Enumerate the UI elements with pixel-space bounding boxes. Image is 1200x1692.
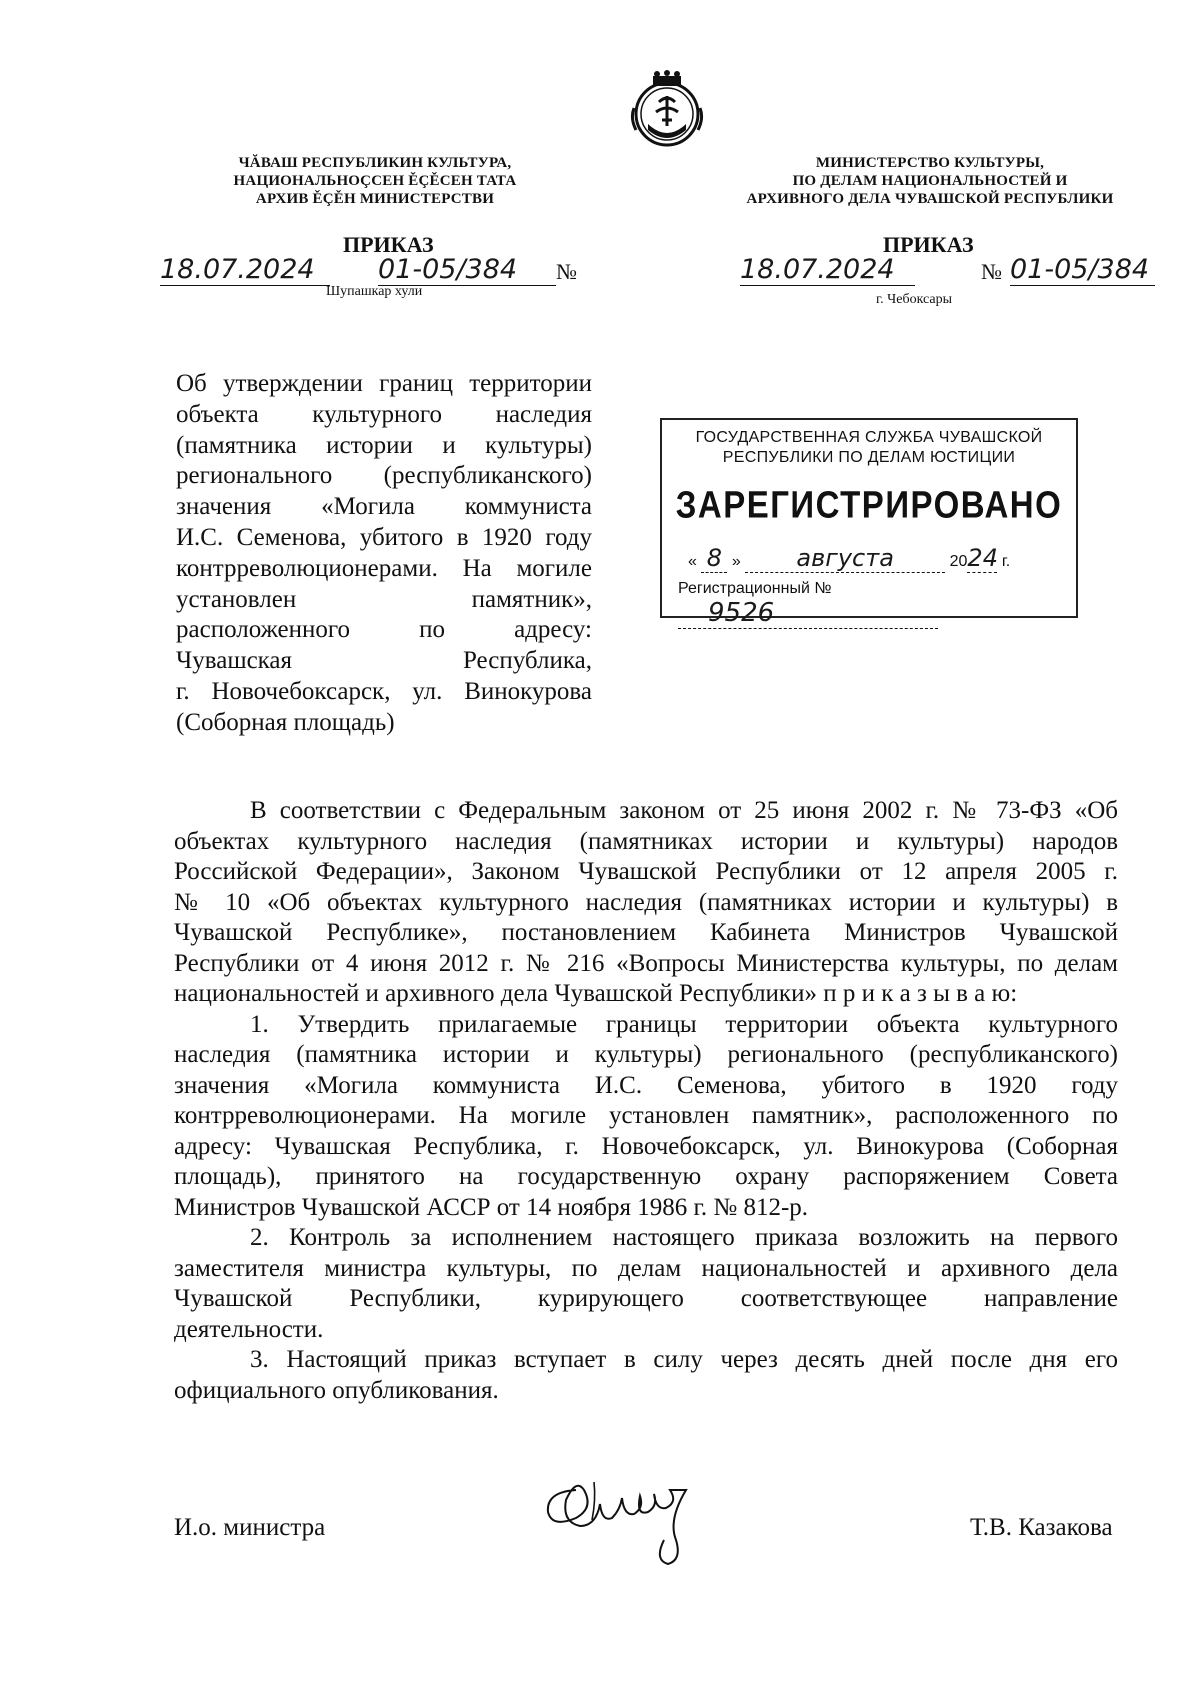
stamp-date: [688, 544, 1068, 573]
registration-stamp: [660, 418, 1078, 628]
org-name-chuvash: [180, 154, 570, 208]
body-line: значения «Могила коммуниста И.С. Семенова, убитого в 1920 году: [174, 1071, 1118, 1099]
org-line: МИНИСТЕРСТВО КУЛЬТУРЫ,: [815, 155, 1045, 171]
stamp-quote: «: [688, 553, 697, 570]
org-line: ПО ДЕЛАМ НАЦИОНАЛЬНОСТЕЙ И: [792, 173, 1068, 189]
number-sign-left: №: [556, 259, 577, 284]
stamp-day: 8: [701, 544, 727, 573]
number-sign-right: №: [981, 259, 1002, 284]
subject-line: регионального (республиканского): [176, 462, 592, 490]
handwritten-signature-icon: [536, 1460, 716, 1570]
body-line: Республики от 4 июня 2012 г. № 216 «Вопросы Министерства культуры, по делам: [174, 949, 1118, 977]
order-subject: [176, 369, 592, 739]
body-line: адресу: Чувашская Республика, г. Новочебоксарск, ул. Винокурова (Соборная: [174, 1132, 1118, 1160]
stamp-year-prefix: 20: [949, 553, 968, 570]
body-line: 2. Контроль за исполнением настоящего приказа возложить на первого: [250, 1224, 1118, 1251]
org-line: НАЦИОНАЛЬНОÇСЕН ĚÇĚСЕН ТАТА: [233, 173, 517, 189]
body-line: Чувашской Республике», постановлением Кабинета Министров Чувашской: [174, 919, 1118, 946]
chuvash-emblem-icon: [626, 68, 708, 150]
stamp-year-g: г.: [1001, 553, 1011, 570]
order-date-left: 18.07.2024: [160, 254, 330, 286]
subject-line: значения «Могила коммуниста: [176, 493, 592, 521]
order-date-right: 18.07.2024: [740, 254, 915, 286]
body-line: Министров Чувашской АССР от 14 ноября 1986 г. № 812-р.: [174, 1193, 809, 1221]
body-line: 1. Утвердить прилагаемые границы территории объекта культурного: [250, 1010, 1118, 1038]
subject-line: установлен памятник»,: [176, 585, 592, 613]
order-title-right: ПРИКАЗ: [883, 232, 974, 257]
body-line: контрреволюционерами. На могиле установлен памятник», расположенного по: [174, 1102, 1118, 1129]
org-line: АРХИВНОГО ДЕЛА ЧУВАШСКОЙ РЕСПУБЛИКИ: [746, 191, 1114, 207]
stamp-line: ГОСУДАРСТВЕННАЯ СЛУЖБА ЧУВАШСКОЙ: [695, 429, 1043, 446]
body-line: официального опубликования.: [174, 1376, 499, 1404]
stamp-quote: »: [731, 553, 741, 570]
subject-line: объекта культурного наследия: [176, 400, 592, 428]
stamp-reg-label: Регистрационный №: [678, 580, 832, 597]
body-line: площадь), принятого на государственную охрану распоряжением Совета: [174, 1163, 1118, 1190]
org-name-russian: [720, 154, 1140, 208]
stamp-reg-value: 9526: [678, 598, 938, 629]
subject-line: (Соборная площадь): [176, 708, 395, 736]
subject-line: Чувашская Республика,: [176, 647, 592, 675]
org-line: ЧĂВАШ РЕСПУБЛИКИН КУЛЬТУРА,: [238, 155, 512, 171]
org-line: АРХИВ ĚÇĚН МИНИСТЕРСТВИ: [255, 191, 495, 207]
stamp-line: РЕСПУБЛИКИ ПО ДЕЛАМ ЮСТИЦИИ: [722, 449, 1016, 466]
body-line: заместителя министра культуры, по делам национальностей и архивного дела: [174, 1254, 1118, 1282]
subject-line: (памятника истории и культуры): [176, 431, 592, 459]
body-line: 3. Настоящий приказ вступает в силу через десять дней после дня его: [250, 1346, 1118, 1373]
city-chuvash: Шупашкар хули: [326, 284, 423, 299]
subject-line: расположенного по адресу:: [176, 616, 592, 644]
subject-line: И.С. Семенова, убитого в 1920 году: [176, 523, 592, 551]
body-line: Чувашской Республики, курирующего соответствующее направление: [174, 1285, 1118, 1312]
subject-line: контрреволюционерами. На могиле: [176, 554, 592, 582]
stamp-year-suffix: 24: [967, 544, 998, 572]
order-number-left: 01-05/384: [378, 254, 556, 286]
subject-line: г. Новочебоксарск, ул. Винокурова: [176, 677, 592, 705]
stamp-registered: ЗАРЕГИСТРИРОВАНО: [675, 483, 1063, 526]
order-number-right: 01-05/384: [1010, 254, 1155, 286]
signatory-name: Т.В. Казакова: [970, 1514, 1113, 1541]
signatory-position: И.о. министра: [174, 1514, 326, 1541]
body-line: наследия (памятника истории и культуры) регионального (республиканского): [174, 1041, 1118, 1068]
order-title-left: ПРИКАЗ: [343, 232, 434, 257]
body-line: деятельности.: [174, 1315, 324, 1343]
body-line: национальностей и архивного дела Чувашской Республики» п р и к а з ы в а ю:: [174, 980, 1018, 1007]
subject-line: Об утверждении границ территории: [176, 370, 592, 397]
stamp-reg-number: [678, 580, 1068, 629]
body-line: № 10 «Об объектах культурного наследия (памятниках истории и культуры) в: [174, 888, 1118, 916]
stamp-month: августа: [745, 544, 945, 573]
body-line: объектах культурного наследия (памятниках истории и культуры) народов: [174, 827, 1118, 855]
body-line: Российской Федерации», Законом Чувашской Республики от 12 апреля 2005 г.: [174, 858, 1118, 885]
city-russian: г. Чебоксары: [876, 292, 953, 307]
order-body: [174, 796, 1118, 1406]
body-line: В соответствии с Федеральным законом от 25 июня 2002 г. № 73-ФЗ «Об: [250, 797, 1118, 824]
